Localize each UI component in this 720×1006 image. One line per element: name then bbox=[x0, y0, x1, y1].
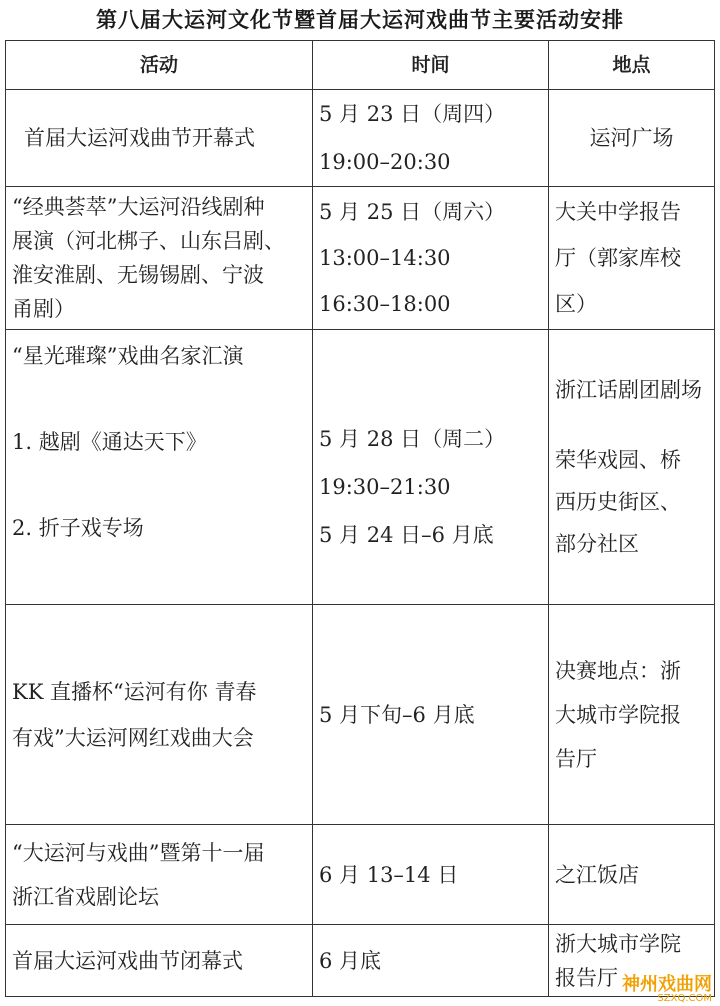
time-cell bbox=[313, 925, 549, 997]
table-row bbox=[6, 925, 715, 997]
place-cell bbox=[549, 187, 715, 330]
activity-cell bbox=[6, 330, 313, 605]
place-text: 决赛地点：浙 bbox=[555, 658, 681, 683]
activity-text: “星光璀璨”戏曲名家汇演 bbox=[12, 344, 244, 368]
activity-cell bbox=[6, 925, 313, 997]
place-text: 区） bbox=[555, 292, 597, 316]
table-row bbox=[6, 187, 715, 330]
time-text: 5 月 25 日（周六） bbox=[319, 200, 506, 224]
activity-text: “经典荟萃”大运河沿线剧种 bbox=[12, 195, 265, 219]
table-row bbox=[6, 90, 715, 187]
site-watermark bbox=[622, 970, 712, 1004]
time-text: 5 月 28 日（周二） bbox=[319, 427, 506, 451]
time-text: 5 月 23 日（周四） bbox=[319, 102, 506, 126]
time-text: 5 月 24 日–6 月底 bbox=[319, 523, 494, 547]
place-text: 之江饭店 bbox=[555, 862, 639, 887]
header-activity: 活动 bbox=[6, 41, 313, 90]
place-text: 大城市学院报 bbox=[555, 702, 681, 727]
activity-text: 首届大运河戏曲节闭幕式 bbox=[12, 948, 243, 973]
activity-text: 甬剧） bbox=[12, 297, 75, 321]
time-text: 6 月 13–14 日 bbox=[319, 862, 459, 887]
activity-text: “大运河与戏曲”暨第十一届 bbox=[12, 840, 265, 865]
place-cell bbox=[549, 605, 715, 825]
place-text: 厅（郭家库校 bbox=[555, 246, 681, 270]
activity-text: 淮安淮剧、无锡锡剧、宁波 bbox=[12, 263, 264, 287]
header-place: 地点 bbox=[549, 41, 715, 90]
activity-cell bbox=[6, 825, 313, 925]
table-row bbox=[6, 330, 715, 605]
activity-cell bbox=[6, 605, 313, 825]
time-text: 16:30–18:00 bbox=[319, 292, 451, 316]
table-row bbox=[6, 605, 715, 825]
table-header-row bbox=[6, 41, 715, 90]
time-cell bbox=[313, 187, 549, 330]
place-cell bbox=[549, 330, 715, 605]
place-cell bbox=[549, 825, 715, 925]
activity-text: 2. 折子戏专场 bbox=[12, 516, 144, 540]
watermark-main: 神州戏曲网 bbox=[622, 974, 712, 995]
place-text: 荣华戏园、桥 bbox=[555, 448, 681, 472]
place-text: 部分社区 bbox=[555, 532, 639, 556]
page-title: 第八届大运河文化节暨首届大运河戏曲节主要活动安排 bbox=[96, 8, 624, 32]
watermark-sub: SZXQ.COM bbox=[657, 993, 712, 1004]
activity-text: 1. 越剧《通达天下》 bbox=[12, 430, 207, 454]
time-cell bbox=[313, 90, 549, 187]
time-text: 13:00–14:30 bbox=[319, 246, 451, 270]
activity-text: 首届大运河戏曲节开幕式 bbox=[24, 126, 255, 150]
time-text: 19:30–21:30 bbox=[319, 475, 451, 499]
activity-text: 有戏”大运河网红戏曲大会 bbox=[12, 725, 254, 750]
place-text: 西历史街区、 bbox=[555, 490, 681, 514]
activity-cell bbox=[6, 90, 313, 187]
place-text: 浙大城市学院 bbox=[555, 931, 681, 956]
activity-text: KK 直播杯“运河有你 青春 bbox=[12, 679, 257, 704]
time-text: 5 月下旬–6 月底 bbox=[319, 702, 475, 727]
place-text: 报告厅 bbox=[555, 965, 618, 990]
time-text: 6 月底 bbox=[319, 948, 382, 973]
place-text: 浙江话剧团剧场 bbox=[555, 378, 702, 402]
place-text: 运河广场 bbox=[589, 126, 674, 150]
table-row bbox=[6, 825, 715, 925]
time-cell bbox=[313, 330, 549, 605]
activity-cell bbox=[6, 187, 313, 330]
place-cell bbox=[549, 90, 715, 187]
time-cell bbox=[313, 825, 549, 925]
header-time: 时间 bbox=[313, 41, 549, 90]
place-text: 告厅 bbox=[555, 746, 597, 771]
activity-text: 展演（河北梆子、山东吕剧、 bbox=[12, 229, 285, 253]
time-text: 19:00–20:30 bbox=[319, 150, 451, 174]
place-text: 大关中学报告 bbox=[555, 200, 681, 224]
time-cell bbox=[313, 605, 549, 825]
activity-text: 浙江省戏剧论坛 bbox=[12, 884, 159, 909]
schedule-table bbox=[5, 40, 715, 997]
